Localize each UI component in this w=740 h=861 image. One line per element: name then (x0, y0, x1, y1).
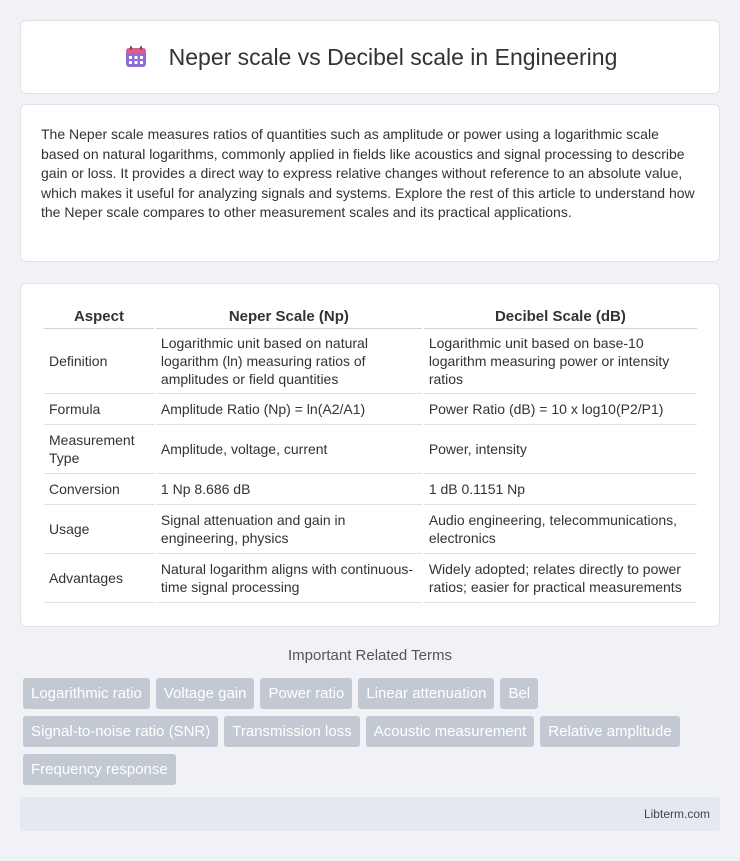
cell-aspect: Usage (44, 505, 154, 554)
related-terms-list (23, 678, 723, 785)
cell-decibel: Widely adopted; relates directly to power ratios; easier for practical measurements (424, 554, 697, 603)
cell-aspect: Definition (44, 329, 154, 394)
cell-aspect: Advantages (44, 554, 154, 603)
cell-aspect: Formula (44, 394, 154, 425)
table-row (44, 394, 697, 425)
table-row (44, 329, 697, 394)
cell-decibel: Audio engineering, telecommunications, electronics (424, 505, 697, 554)
page-title: Neper scale vs Decibel scale in Engineering (168, 43, 618, 70)
tag-bel[interactable]: Bel (500, 678, 538, 709)
cell-neper: Logarithmic unit based on natural logarithm (ln) measuring ratios of amplitudes or field quantities (156, 329, 422, 394)
cell-decibel: Power, intensity (424, 425, 697, 474)
cell-neper: Amplitude, voltage, current (156, 425, 422, 474)
table-row (44, 505, 697, 554)
related-terms-heading: Important Related Terms (288, 647, 452, 664)
cell-decibel: Logarithmic unit based on base-10 logarithm measuring power or intensity ratios (424, 329, 697, 394)
table-row (44, 474, 697, 505)
table-row (44, 425, 697, 474)
intro-paragraph: The Neper scale measures ratios of quantities such as amplitude or power using a logarithmic scale based on natural logarithms, commonly applied in fields like acoustics and signal processing to describe gain or loss. It provides a direct way to express relative changes without reference to an absolute value, which makes it useful for analyzing signals and systems. Explore the rest of this article to understand how the Neper scale compares to other measurement scales and its practical applications. (41, 126, 695, 220)
footer-site-link[interactable]: Libterm.com (643, 807, 710, 821)
header-decibel: Decibel Scale (dB) (424, 304, 697, 329)
footer (20, 797, 720, 831)
header-neper: Neper Scale (Np) (156, 304, 422, 329)
cell-neper: Amplitude Ratio (Np) = ln(A2/A1) (156, 394, 422, 425)
tag-snr[interactable]: Signal-to-noise ratio (SNR) (23, 716, 218, 747)
cell-decibel: Power Ratio (dB) = 10 x log10(P2/P1) (424, 394, 697, 425)
tag-frequency-response[interactable]: Frequency response (23, 754, 176, 785)
title-card (20, 20, 720, 94)
tag-acoustic-measurement[interactable]: Acoustic measurement (366, 716, 535, 747)
tag-linear-attenuation[interactable]: Linear attenuation (358, 678, 494, 709)
tag-relative-amplitude[interactable]: Relative amplitude (540, 716, 679, 747)
cell-aspect: Measurement Type (44, 425, 154, 474)
tag-voltage-gain[interactable]: Voltage gain (156, 678, 255, 709)
cell-decibel: 1 dB 0.1151 Np (424, 474, 697, 505)
tag-power-ratio[interactable]: Power ratio (260, 678, 352, 709)
cell-aspect: Conversion (44, 474, 154, 505)
table-row (44, 554, 697, 603)
tag-transmission-loss[interactable]: Transmission loss (224, 716, 359, 747)
intro-card (20, 104, 720, 262)
cell-neper: Natural logarithm aligns with continuous-time signal processing (156, 554, 422, 603)
cell-neper: Signal attenuation and gain in engineering, physics (156, 505, 422, 554)
calendar-icon (123, 44, 149, 70)
comparison-table-card (20, 283, 720, 627)
comparison-table (42, 304, 699, 603)
table-header-row (44, 304, 697, 329)
header-aspect: Aspect (44, 304, 154, 329)
tag-logarithmic-ratio[interactable]: Logarithmic ratio (23, 678, 150, 709)
cell-neper: 1 Np 8.686 dB (156, 474, 422, 505)
